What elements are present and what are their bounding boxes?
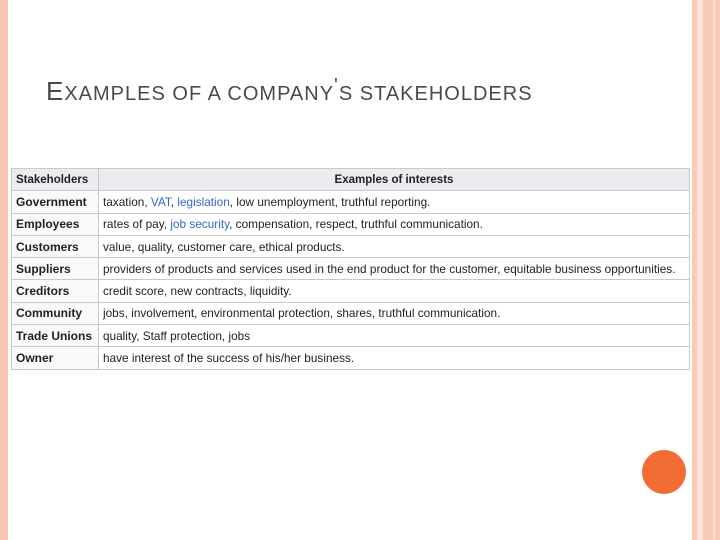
- left-border-decoration: [0, 0, 8, 540]
- stakeholder-cell: Employees: [12, 213, 99, 235]
- interests-cell: [99, 280, 690, 302]
- header-stakeholders: Stakeholders: [12, 169, 99, 191]
- interests-cell: [99, 235, 690, 257]
- interest-text: rates of pay,: [103, 217, 171, 232]
- interest-text: providers of products and services used in the end product for the customer, equitable business opportunities.: [103, 261, 676, 276]
- stakeholders-table-image: [8, 164, 691, 374]
- interest-link[interactable]: job security: [170, 217, 230, 232]
- interests-cell: [99, 347, 690, 369]
- table-row: [12, 302, 690, 324]
- interests-cell: [99, 325, 690, 347]
- interest-text: have interest of the success of his/her business.: [103, 351, 355, 366]
- interest-text: quality, Staff protection, jobs: [103, 328, 251, 343]
- stakeholder-cell: Suppliers: [12, 258, 99, 280]
- interest-text: , compensation, respect, truthful communication.: [229, 217, 483, 232]
- table-row: [12, 325, 690, 347]
- table-header-row: [12, 169, 690, 191]
- table-row: [12, 191, 690, 213]
- interests-cell: [99, 302, 690, 324]
- interests-cell: [99, 213, 690, 235]
- interest-text: credit score, new contracts, liquidity.: [103, 284, 292, 299]
- interest-link[interactable]: VAT: [150, 194, 171, 209]
- interest-text: value, quality, customer care, ethical products.: [103, 239, 345, 254]
- interests-cell: [99, 258, 690, 280]
- interest-text: , low unemployment, truthful reporting.: [229, 194, 431, 209]
- stakeholder-cell: Owner: [12, 347, 99, 369]
- interests-cell: [99, 191, 690, 213]
- slide-title: [46, 76, 533, 107]
- table-row: [12, 280, 690, 302]
- header-examples-of-interests: Examples of interests: [99, 169, 690, 191]
- stakeholder-cell: Government: [12, 191, 99, 213]
- table-row: [12, 235, 690, 257]
- right-border-stripe: [697, 0, 703, 540]
- stakeholder-cell: Community: [12, 302, 99, 324]
- orange-circle-decoration: [642, 450, 686, 494]
- interest-text: ,: [170, 194, 178, 209]
- stakeholder-cell: Creditors: [12, 280, 99, 302]
- stakeholders-table: [11, 168, 690, 370]
- table-row: [12, 213, 690, 235]
- stakeholder-cell: Customers: [12, 235, 99, 257]
- table-row: [12, 258, 690, 280]
- interest-text: jobs, involvement, environmental protection, shares, truthful communication.: [103, 306, 501, 321]
- table-row: [12, 347, 690, 369]
- title-apostrophe: ': [334, 75, 339, 97]
- title-part-2: S STAKEHOLDERS: [338, 83, 533, 105]
- stakeholder-cell: Trade Unions: [12, 325, 99, 347]
- interest-link[interactable]: legislation: [177, 194, 230, 209]
- title-part-1: XAMPLES OF A COMPANY: [64, 83, 335, 105]
- table-body: [12, 191, 690, 369]
- interest-text: taxation,: [103, 194, 151, 209]
- right-border-line: [713, 0, 715, 540]
- title-first-letter: E: [46, 76, 65, 106]
